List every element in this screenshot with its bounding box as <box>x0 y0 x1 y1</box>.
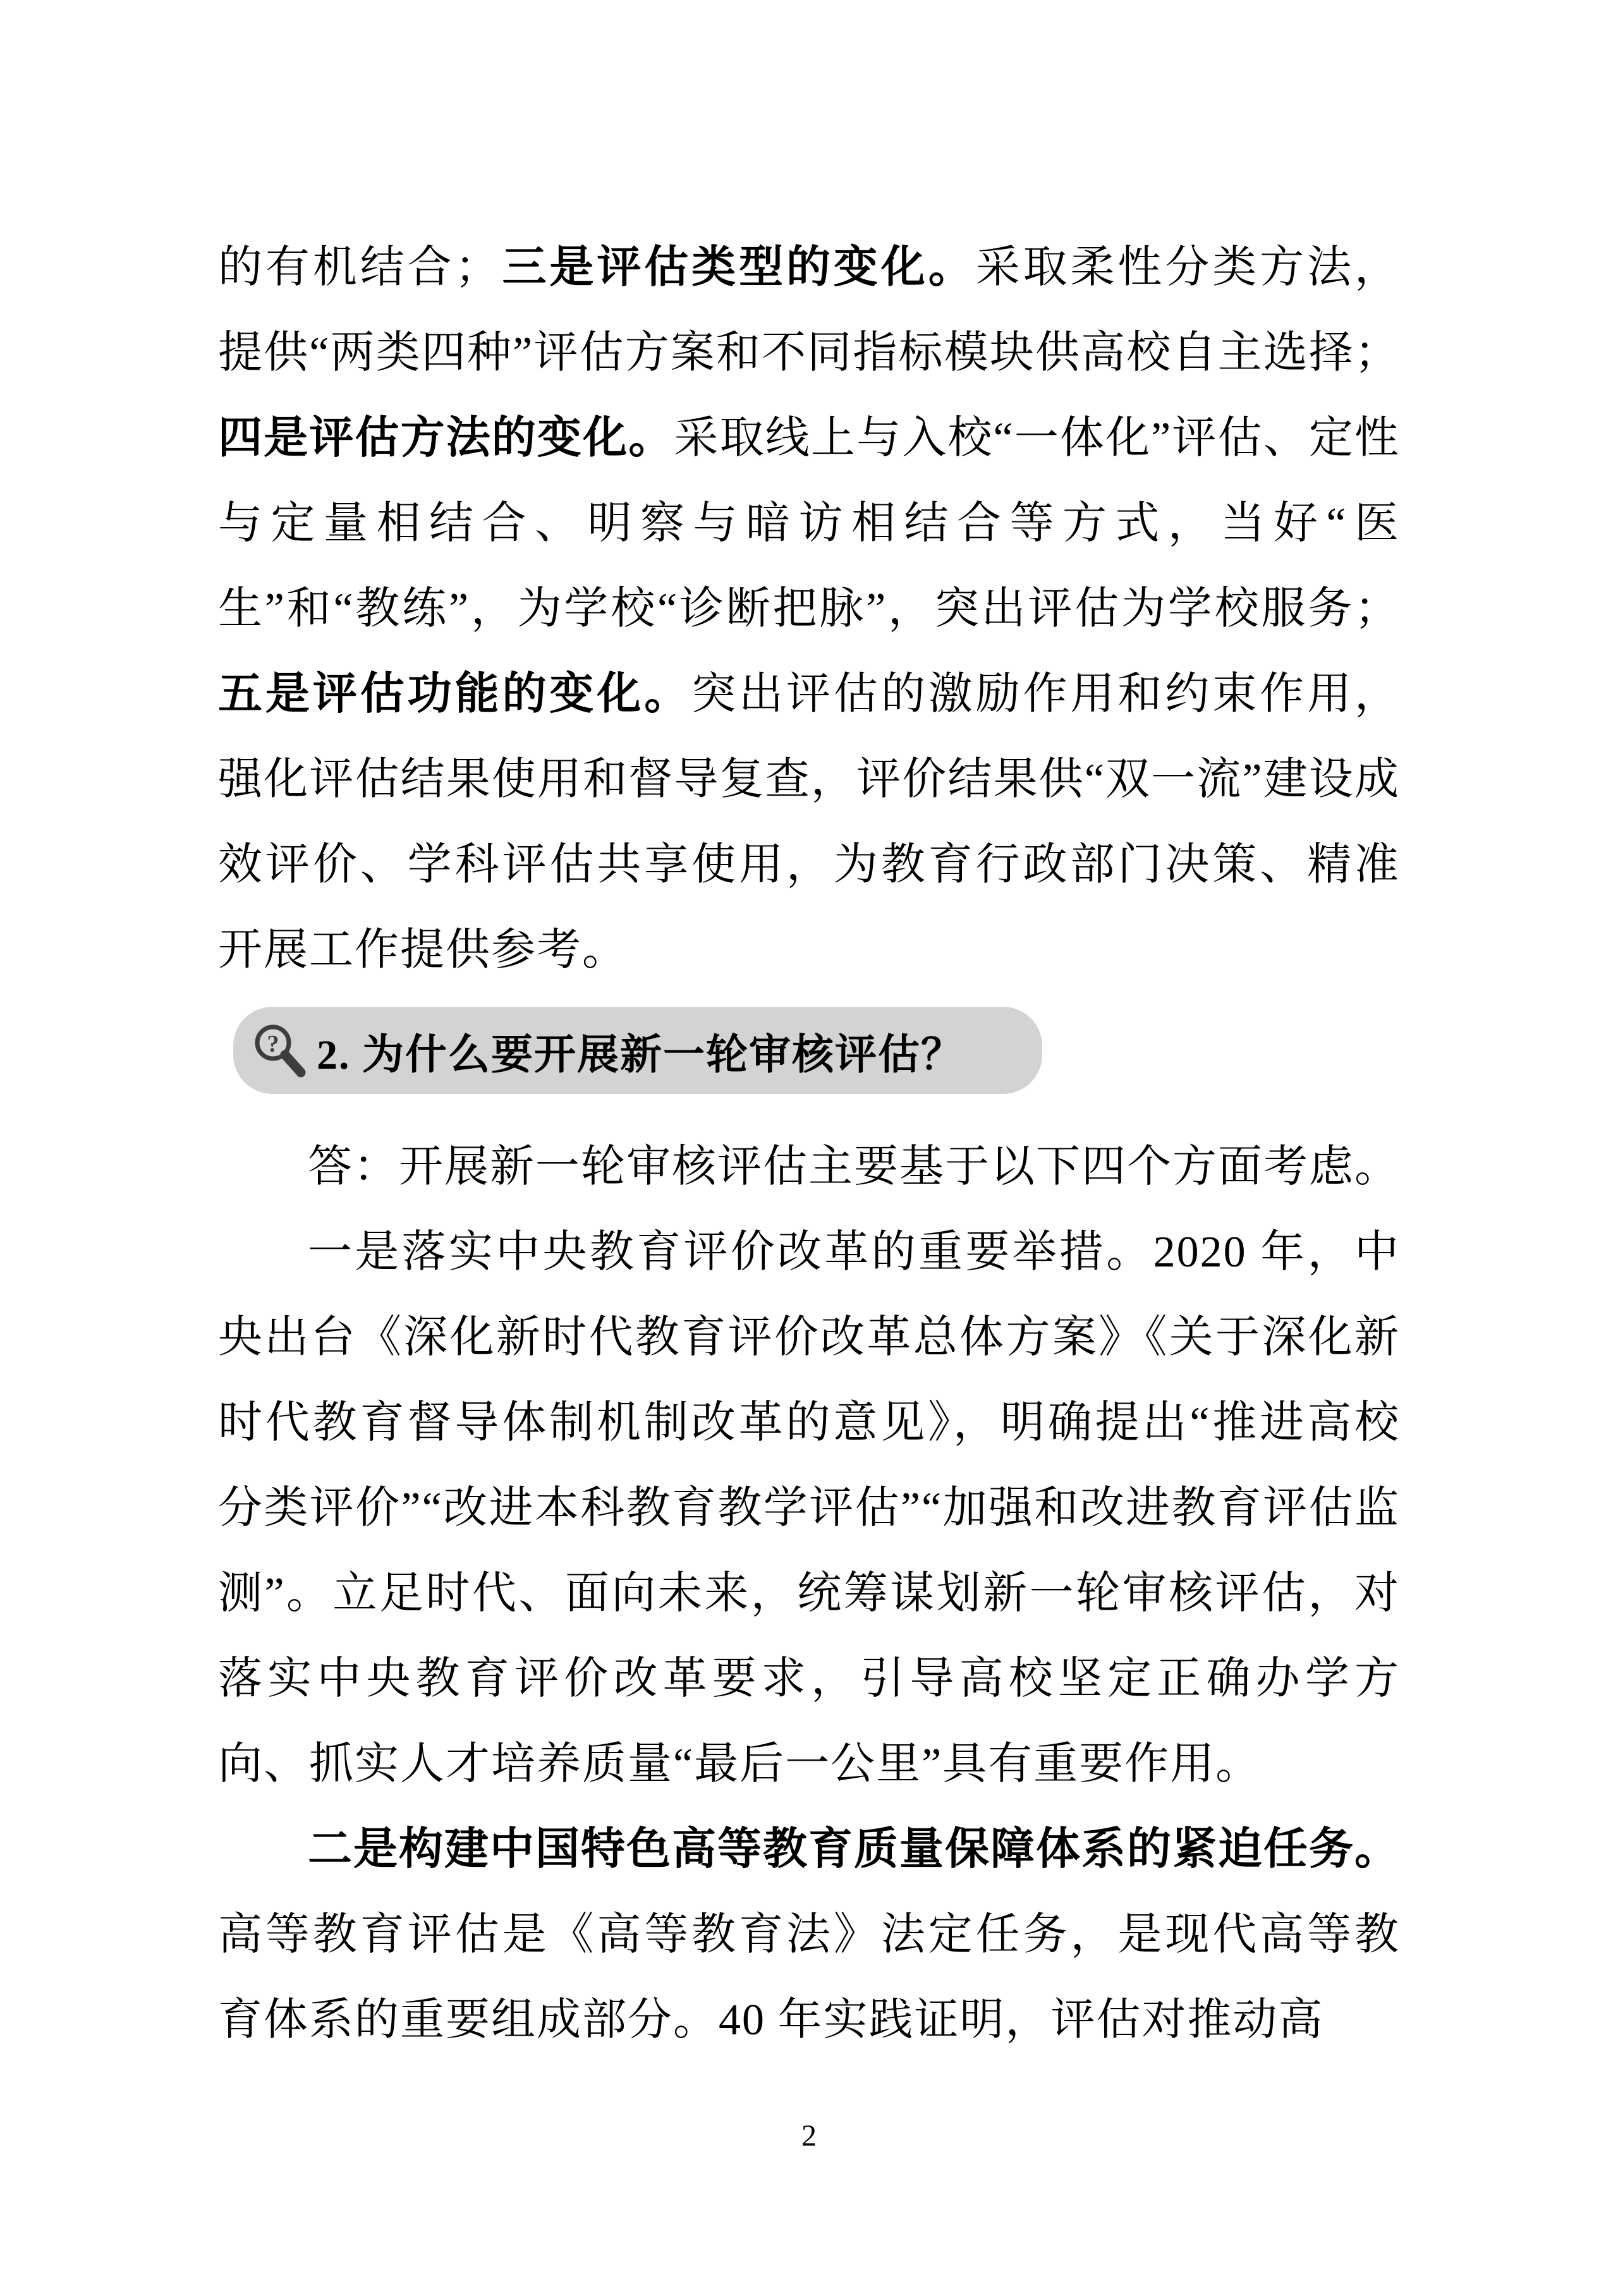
body-run: 采取线上与入校“一体化”评估、定性与定量相结合、明察与暗访相结合等方式，当好“医生”和“教练”，为学校“诊断把脉”，突出评估为学校服务； <box>218 414 1400 633</box>
question-2-heading-badge <box>233 1007 1042 1094</box>
paragraph-continuation <box>218 225 1400 993</box>
reason-1-paragraph <box>218 1210 1400 1807</box>
body-run: 高等教育评估是《高等教育法》法定任务，是现代高等教育体系的重要组成部分。40 年实践证明，评估对推动高 <box>218 1910 1400 2044</box>
body-run-bold: 五是评估功能的变化。 <box>218 670 692 719</box>
body-run: 一是落实中央教育评价改革的重要举措。2020 年，中央出台《深化新时代教育评价改革总体方案》《关于深化新时代教育督导体制机制改革的意见》，明确提出“推进高校分类评价”“改进本科教育教学评估”“加强和改进教育评估监测”。立足时代、面向未来，统筹谋划新一轮审核评估，对落实中央教育评价改革要求，引导高校坚定正确办学方向、抓实人才培养质量“最后一公里”具有重要作用。 <box>218 1228 1400 1789</box>
svg-text:?: ? <box>267 1031 279 1057</box>
body-run-bold: 三是评估类型的变化。 <box>500 243 976 292</box>
body-run: 采取柔性分类方法，提供“两类四种”评估方案和不同指标模块供高校自主选择； <box>218 243 1401 377</box>
body-text <box>218 225 1400 2063</box>
magnifier-question-icon <box>251 1023 312 1078</box>
body-run-bold: 二是构建中国特色高等教育质量保障体系的紧迫任务。 <box>308 1825 1400 1874</box>
body-run-bold: 四是评估方法的变化。 <box>218 414 674 463</box>
body-run: 突出评估的激励作用和约束作用，强化评估结果使用和督导复查，评价结果供“双一流”建设成效评价、学科评估共享使用，为教育行政部门决策、精准开展工作提供参考。 <box>218 670 1401 975</box>
reason-2-paragraph <box>218 1807 1400 2063</box>
question-2-label: 2. 为什么要开展新一轮审核评估？ <box>317 1031 964 1078</box>
body-run: 的有机结合； <box>218 243 501 292</box>
answer-lead-paragraph <box>218 1124 1400 1210</box>
body-run: 答：开展新一轮审核评估主要基于以下四个方面考虑。 <box>308 1143 1400 1191</box>
page-number: 2 <box>801 2119 817 2153</box>
